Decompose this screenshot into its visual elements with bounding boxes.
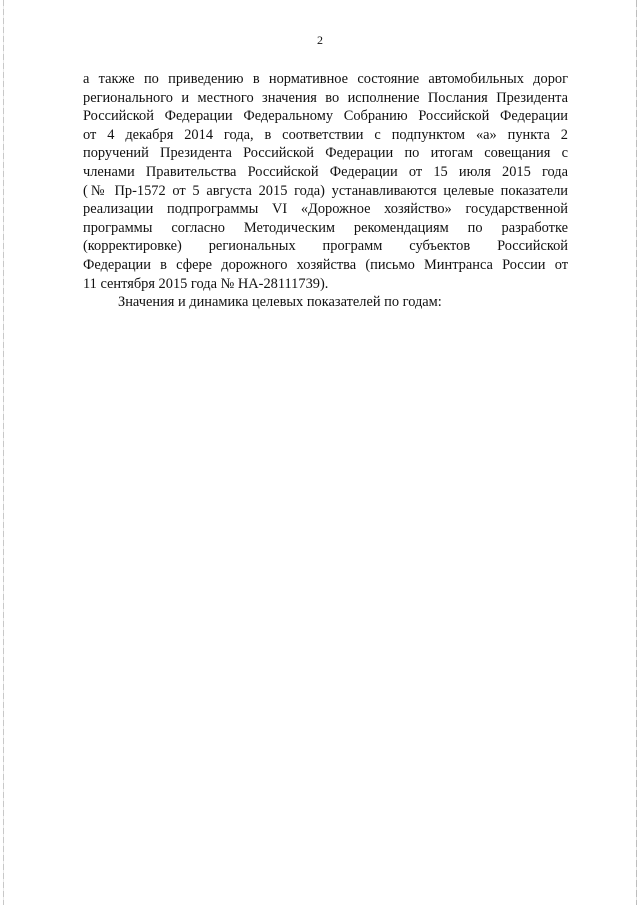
body-text [83, 70, 568, 312]
text-line: регионального и местного значения во исполнение Послания Президента [83, 89, 568, 106]
text-line: (№ Пр-1572 от 5 августа 2015 года) устанавливаются целевые показатели [83, 182, 568, 199]
paragraph-2 [83, 293, 568, 312]
text-line: 11 сентября 2015 года № НА-28111739). [83, 275, 329, 292]
text-line: реализации подпрограммы VI «Дорожное хозяйство» государственной [83, 201, 568, 218]
page-number: 2 [317, 33, 323, 47]
text-line: Российской Федерации Федеральному Собранию Российской Федерации [83, 108, 568, 125]
text-line: а также по приведению в нормативное состояние автомобильных дорог [83, 71, 568, 87]
text-line: Значения и динамика целевых показателей по годам: [118, 294, 442, 311]
scan-edge-right [636, 0, 637, 905]
text-line: программы согласно Методическим рекомендациям по разработке [83, 219, 568, 236]
text-line: членами Правительства Российской Федерации от 15 июля 2015 года [83, 163, 568, 180]
paragraph-1 [83, 70, 568, 293]
scan-edge-left [3, 0, 4, 905]
text-line: от 4 декабря 2014 года, в соответствии с подпунктом «а» пункта 2 [83, 126, 568, 143]
text-line: поручений Президента Российской Федерации по итогам совещания с [83, 145, 568, 162]
text-line: Федерации в сфере дорожного хозяйства (письмо Минтранса России от [83, 256, 568, 273]
text-line: (корректировке) региональных программ субъектов Российской [83, 238, 568, 255]
